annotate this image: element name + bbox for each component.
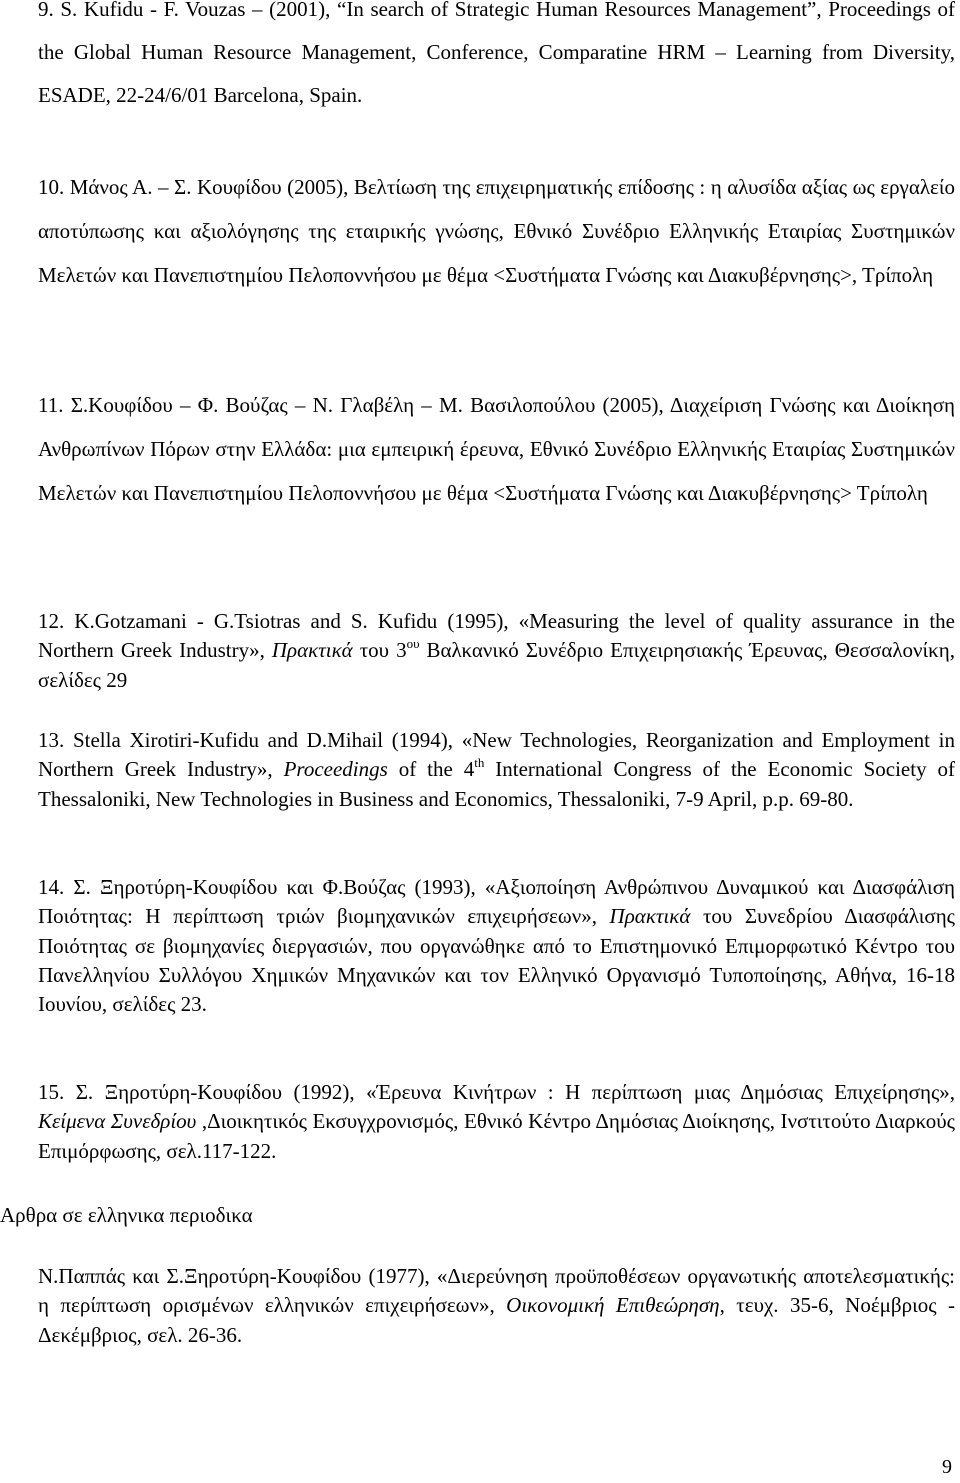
reference-11: [38, 383, 955, 515]
reference-10: [38, 165, 955, 297]
italic-title: Πρακτικά: [271, 638, 353, 663]
reference-number: 10.: [38, 175, 65, 199]
reference-text: S. Kufidu - F. Vouzas – (2001), “In search of Strategic Human Resources Management”, Proceedings of the Global Human Resource Management, Conference, Comparatine HRM – Learning from Diversity, ESADE, 22-24/6/01 Barcelona, Spain.: [38, 0, 956, 107]
reference-text: Stella Xirotiri-Kufidu and D.Mihail (1994), «New Technologies, Reorganization and Employment in Northern Greek Industry»,: [38, 728, 955, 782]
reference-text: Σ. Ξηροτύρη-Κουφίδου (1992), «Έρευνα Κινήτρων : Η περίπτωση μιας Δημόσιας Επιχείρησης»,: [75, 1080, 956, 1104]
reference-14: 14. Σ. Ξηροτύρη-Κουφίδου και Φ.Βούζας (1993), «Αξιοποίηση Ανθρώπινου Δυναμικού και Διασφάλιση Ποιότητας: Η περίπτωση τριών βιομηχανικών επιχειρήσεων», Πρακτικά του Συνεδρίου Διασφάλισης Ποιότητας σε βιομηχανίες διεργασιών, που οργανώθηκε από το Επιστημονικό Επιμορφωτικό Κέντρο του Πανελληνίου Συλλόγου Χημικών Μηχανικών και τον Ελληνικό Οργανισμό Τυποποίησης, Αθήνα, 16-18 Ιουνίου, σελίδες 23.: [38, 875, 956, 1017]
reference-text: K.Gotzamani - G.Tsiotras and S. Kufidu (1995), «Measuring the level of quality assurance in the Northern Greek Industry»,: [38, 609, 955, 663]
reference-number: 14.: [38, 875, 65, 899]
italic-title: Κείμενα Συνεδρίου: [38, 1109, 197, 1134]
superscript: ου: [406, 636, 420, 652]
reference-number: 9.: [38, 0, 54, 21]
section-heading: Αρθρα σε ελληνικα περιοδικα: [0, 1203, 253, 1227]
reference-13: 13. Stella Xirotiri-Kufidu and D.Mihail (1994), «New Technologies, Reorganization and Employment in Northern Greek Industry», Proceedings of the 4th International Congress of the Economic Society of Thessaloniki, New Technologies in Business and Economics, Thessaloniki, 7-9 April, p.p. 69-80.: [38, 728, 955, 811]
reference-text: Μάνος Α. – Σ. Κουφίδου (2005), Βελτίωση της επιχειρηματικής επίδοσης : η αλυσίδα αξίας ως εργαλείο αποτύπωσης και αξιολόγησης της εταιρικής γνώσης, Εθνικό Συνέδριο Ελληνικής Εταιρίας Συστημικών Μελετών και Πανεπιστημίου Πελοποννήσου με θέμα <Συστήματα Γνώσης και Διακυβέρνησης>, Τρίπολη: [38, 175, 955, 287]
reference-number: 13.: [38, 728, 65, 752]
reference-9: [38, 0, 955, 117]
italic-title: Οικονομική Επιθεώρηση: [506, 1293, 720, 1318]
page-number: 9: [942, 1456, 952, 1478]
reference-number: 12.: [38, 609, 65, 633]
reference-number: 15.: [38, 1080, 65, 1104]
reference-15: 15. Σ. Ξηροτύρη-Κουφίδου (1992), «Έρευνα Κινήτρων : Η περίπτωση μιας Δημόσιας Επιχείρησης», Κείμενα Συνεδρίου ,Διοικητικός Εκσυγχρονισμός, Εθνικό Κέντρο Δημόσιας Διοίκησης, Ινστιτούτο Διαρκούς Επιμόρφωσης, σελ.117-122.: [38, 1080, 956, 1163]
journal-reference: Ν.Παππάς και Σ.Ξηροτύρη-Κουφίδου (1977), «Διερεύνηση προϋποθέσεων οργανωτικής αποτελεσματικής: η περίπτωση ορισμένων ελληνικών επιχειρήσεων», Οικονομική Επιθεώρηση, τευχ. 35-6, Νοέμβριος - Δεκέμβριος, σελ. 26-36.: [38, 1264, 956, 1347]
reference-text: Σ. Ξηροτύρη-Κουφίδου και Φ.Βούζας (1993), «Αξιοποίηση Ανθρώπινου Δυναμικού και Διασφάλιση Ποιότητας: Η περίπτωση τριών βιομηχανικών επιχειρήσεων»,: [38, 875, 956, 929]
reference-text: Σ.Κουφίδου – Φ. Βούζας – Ν. Γλαβέλη – Μ. Βασιλοπούλου (2005), Διαχείριση Γνώσης και Διοίκηση Ανθρωπίνων Πόρων στην Ελλάδα: μια εμπειρική έρευνα, Εθνικό Συνέδριο Ελληνικής Εταιρίας Συστημικών Μελετών και Πανεπιστημίου Πελοποννήσου με θέμα <Συστήματα Γνώσης και Διακυβέρνησης> Τρίπολη: [38, 393, 956, 505]
italic-title: Proceedings: [283, 757, 388, 782]
superscript: th: [474, 755, 485, 771]
reference-text: Ν.Παππάς και Σ.Ξηροτύρη-Κουφίδου (1977), «Διερεύνηση προϋποθέσεων οργανωτικής αποτελεσματικής: η περίπτωση ορισμένων ελληνικών επιχειρήσεων»,: [38, 1264, 955, 1318]
italic-title: Πρακτικά: [609, 904, 691, 929]
reference-12: 12. K.Gotzamani - G.Tsiotras and S. Kufidu (1995), «Measuring the level of quality assurance in the Northern Greek Industry», Πρακτικά του $3^{o\upsilon}$ Βαλκανικό Συνέδριο Επιχειρησιακής Έρευνας, Θεσσαλονίκη, σελίδες 29: [38, 609, 955, 692]
reference-number: 11.: [38, 393, 64, 417]
